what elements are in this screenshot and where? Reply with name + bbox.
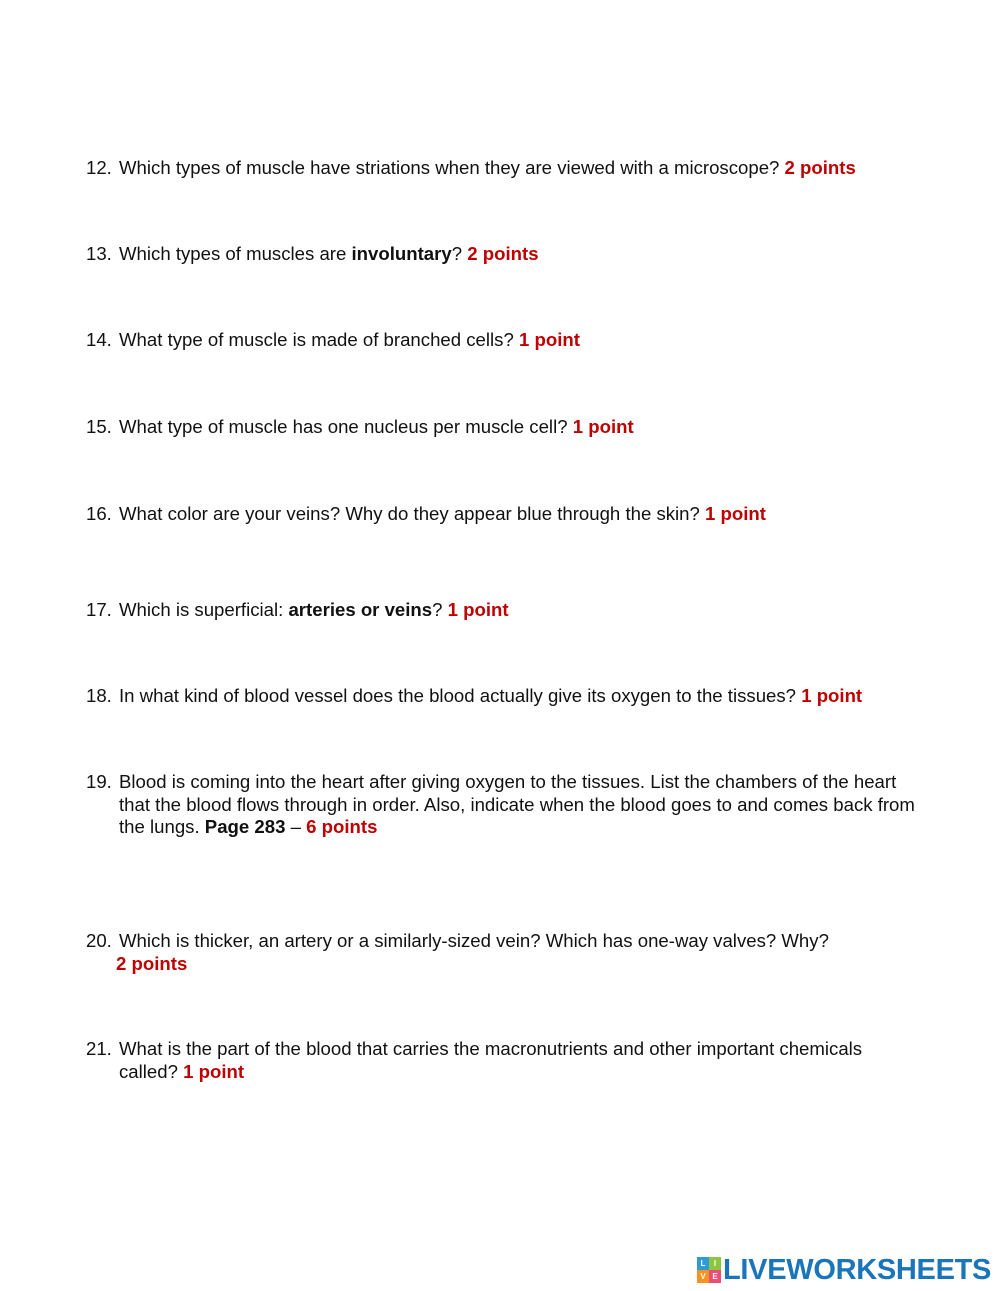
bold-text: Page 283 [204,816,286,837]
question-20 [86,930,926,975]
liveworksheets-logo [697,1255,991,1285]
question-text-segment: What type of muscle has one nucleus per muscle cell? [119,416,573,437]
points-label: 1 point [447,599,509,620]
question-text [116,930,926,975]
question-text-segment: ? [432,599,448,620]
question-number: 17. [86,599,112,620]
question-text-segment: What is the part of the blood that carries the macronutrients and other important chemicals called? [119,1038,863,1082]
logo-icon-cell: E [709,1270,721,1283]
logo-icon-cell: L [697,1257,709,1270]
question-15 [86,416,926,439]
question-text-segment: – [285,816,307,837]
question-18 [86,685,926,708]
question-text-segment: Which is superficial: [119,599,289,620]
logo-text: LIVEWORKSHEETS [723,1254,992,1286]
question-text [119,685,926,708]
points-label: 2 points [784,157,856,178]
question-17 [86,599,926,622]
points-label: 2 points [467,243,539,264]
question-text-segment: Which types of muscle have striations when they are viewed with a microscope? [119,157,785,178]
points-label: 1 point [801,685,863,706]
points-label: 1 point [705,503,766,524]
question-text-segment: Which types of muscles are [119,243,352,264]
question-text [119,416,926,439]
question-number: 13. [86,243,112,264]
question-text [119,599,926,622]
points-label: 1 point [183,1060,245,1082]
question-text-segment: Blood is coming into the heart after giving oxygen to the tissues. List the chambers of the heart that the blood flows through in order. Also, indicate when the blood goes to and comes back from the lungs. [119,771,915,837]
question-number: 12. [86,157,112,178]
bold-text: arteries or veins [288,599,433,620]
question-number: 15. [86,416,112,437]
liveworksheets-logo-icon [697,1257,721,1283]
question-number: 19. [86,771,112,792]
points-label: 2 points [116,952,188,974]
logo-icon-cell: V [697,1270,709,1283]
question-text-segment: What color are your veins? Why do they appear blue through the skin? [119,503,706,524]
question-text-segment: In what kind of blood vessel does the blood actually give its oxygen to the tissues? [119,685,802,706]
question-19 [86,771,926,839]
question-21 [86,1038,926,1083]
question-14 [86,329,926,352]
question-text [119,243,926,266]
question-text-segment: What type of muscle is made of branched cells? [119,329,519,350]
question-text [119,503,926,526]
question-number: 21. [86,1038,112,1059]
question-number: 14. [86,329,112,350]
question-text [119,157,926,180]
bold-text: involuntary [351,243,452,264]
question-text-segment: Which is thicker, an artery or a similarly-sized vein? Which has one-way valves? Why? [119,930,829,951]
points-label: 1 point [518,329,580,350]
question-13 [86,243,926,266]
question-number: 18. [86,685,112,706]
question-text [119,1038,926,1083]
logo-icon-cell: I [709,1257,721,1270]
points-label: 1 point [572,416,634,437]
question-12 [86,157,926,180]
points-label: 6 points [306,816,378,837]
question-text [119,771,926,839]
question-16 [86,503,926,526]
question-text-segment: ? [451,243,468,264]
question-number: 20. [86,930,112,951]
question-number: 16. [86,503,112,524]
question-text [119,329,926,352]
